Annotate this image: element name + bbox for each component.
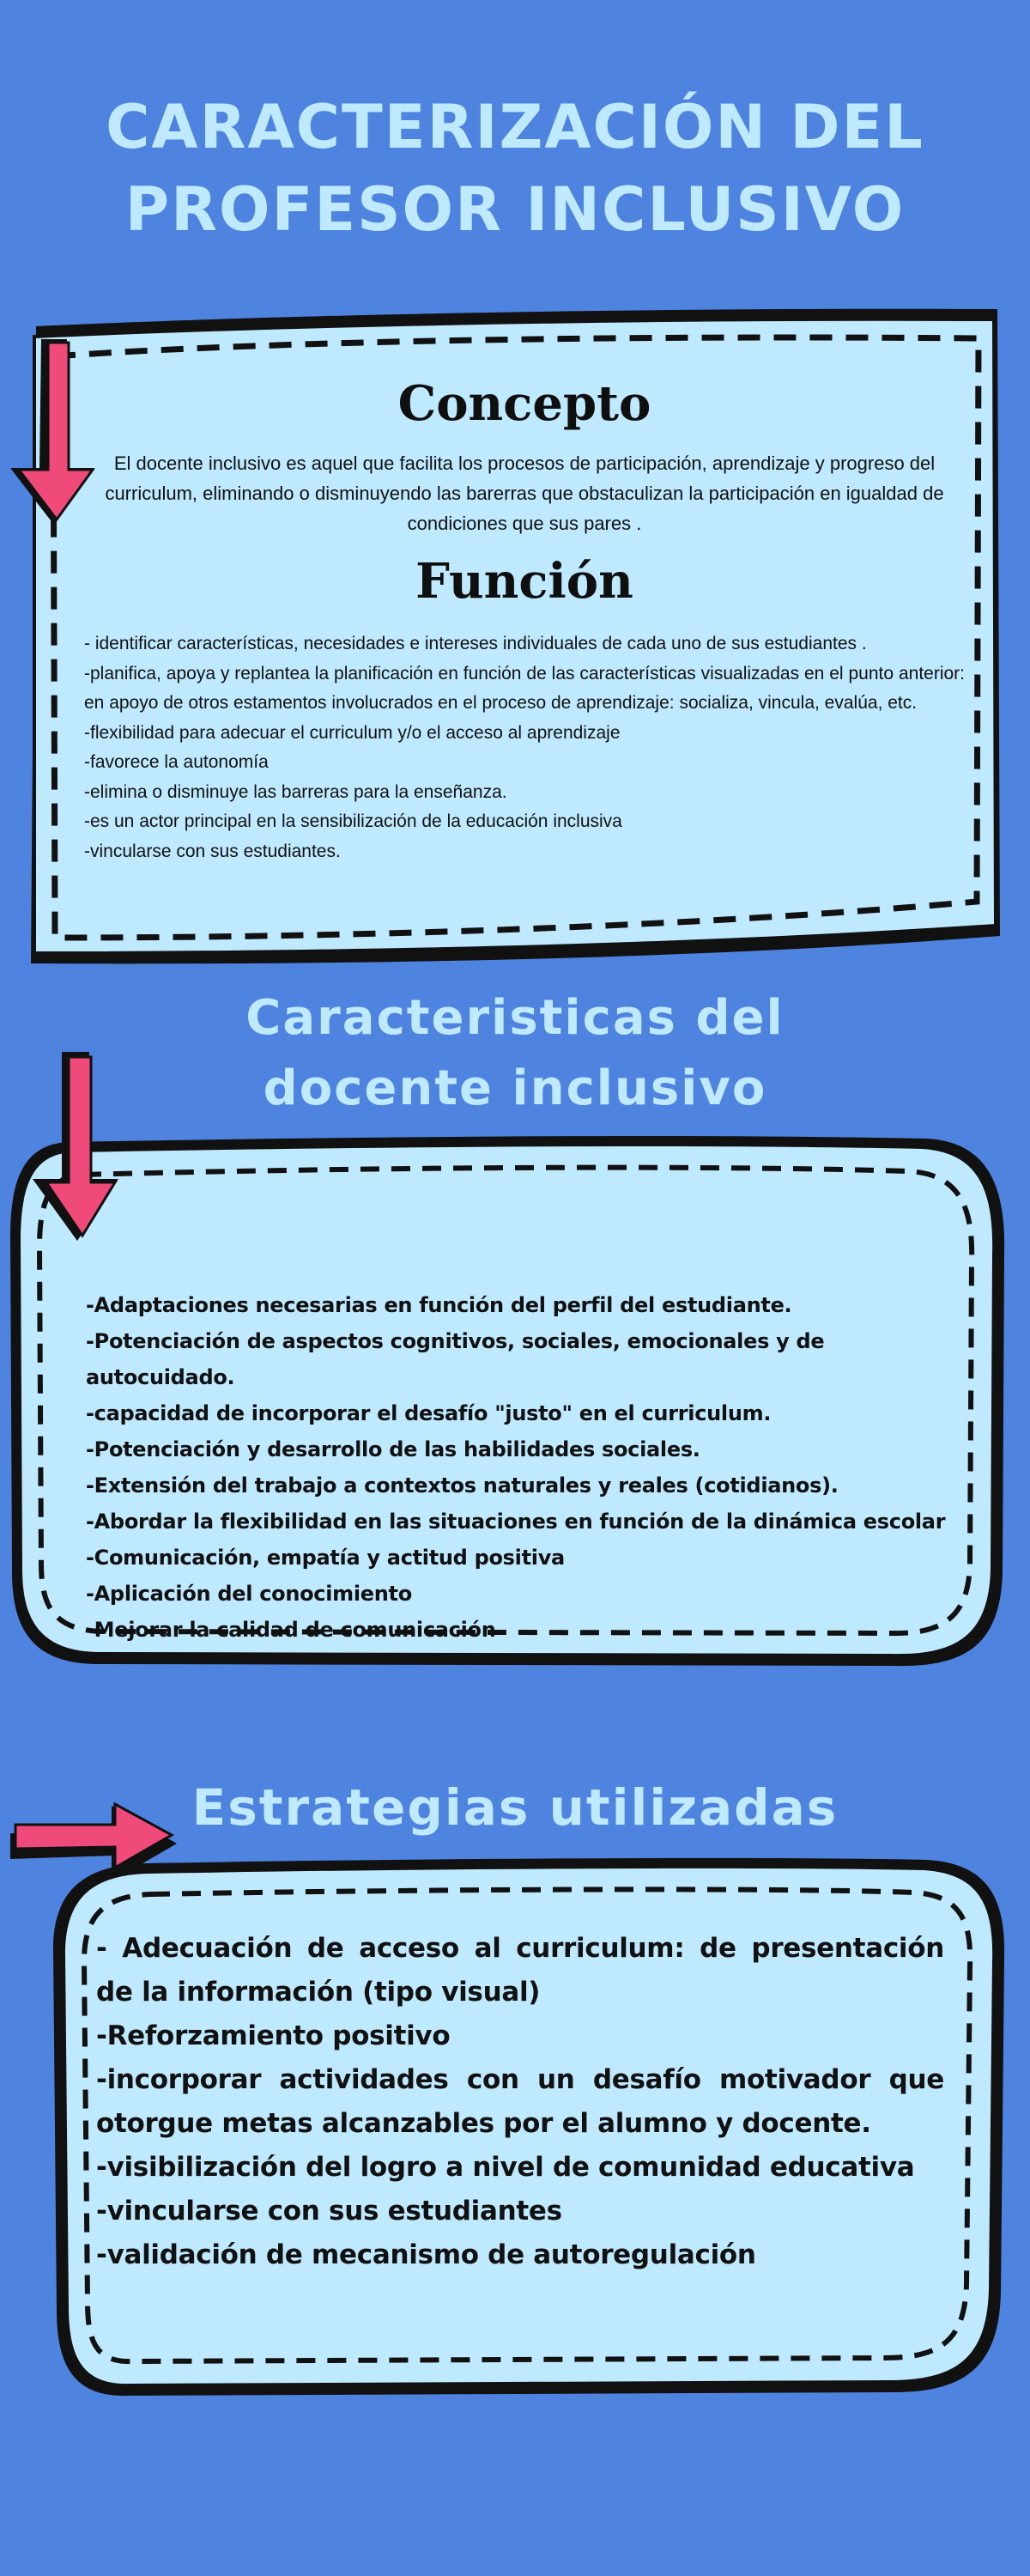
list-item: -elimina o disminuye las barreras para la enseñanza.: [84, 781, 507, 802]
list-item: -Potenciación y desarrollo de las habilidades sociales.: [86, 1437, 700, 1461]
caracteristicas-panel: [86, 1287, 978, 1648]
concepto-heading: Concepto: [397, 375, 651, 432]
caracteristicas-list: [86, 1287, 978, 1648]
list-item: -flexibilidad para adecuar el curriculum y/o el acceso al aprendizaje: [84, 722, 621, 743]
page-title-line-1: CARACTERIZACIÓN DEL: [106, 92, 924, 162]
funcion-heading: Función: [415, 553, 633, 610]
caracteristicas-title-line-1: Caracteristicas del: [245, 990, 785, 1046]
concepto-panel: [84, 369, 965, 866]
list-item: -Extensión del trabajo a contextos naturales y reales (cotidianos).: [86, 1473, 839, 1498]
caracteristicas-title-line-2: docente inclusivo: [263, 1060, 767, 1116]
list-item: - identificar características, necesidades e intereses individuales de cada uno de sus estudiantes .: [84, 634, 867, 653]
estrategias-title: Estrategias utilizadas: [191, 1778, 839, 1837]
list-item: -favorece la autonomía: [84, 752, 269, 772]
estrategias-panel: [96, 1927, 944, 2277]
list-item: -incorporar actividades con un desafío motivador que otorgue metas alcanzables por el alumno y docente.: [96, 2064, 944, 2139]
list-item: -Abordar la flexibilidad en las situaciones en función de la dinámica escolar: [86, 1510, 946, 1534]
list-item: -Mejorar la calidad de comunicación: [86, 1618, 496, 1642]
arrow-down-icon-2: [26, 1052, 129, 1249]
list-item: -vincularse con sus estudiantes: [96, 2196, 562, 2227]
list-item: -validación de mecanismo de autoregulación: [96, 2239, 756, 2270]
list-item: -Adaptaciones necesarias en función del perfil del estudiante.: [86, 1293, 792, 1317]
list-item: -vincularse con sus estudiantes.: [84, 841, 341, 861]
concepto-text: El docente inclusivo es aquel que facilita los procesos de participación, aprendizaje y progreso del curriculum, eliminando o disminuyendo las barerras que obstaculizan la participación en igualdad de condiciones que sus pares .: [105, 453, 944, 534]
page-title-line-2: PROFESOR INCLUSIVO: [124, 174, 906, 245]
list-item: -Comunicación, empatía y actitud positiva: [86, 1546, 565, 1570]
list-item: -es un actor principal en la sensibilización de la educación inclusiva: [84, 811, 622, 831]
list-item: -Potenciación de aspectos cognitivos, sociales, emocionales y de autocuidado.: [86, 1329, 825, 1389]
funcion-list: [84, 629, 965, 866]
list-item: -planifica, apoya y replantea la planificación en función de las características visualizadas en el punto anterior: en apoyo de otros estamentos involucrados en el proceso de aprendizaje: socializa, vincula, evalúa, etc.: [84, 663, 965, 713]
estrategias-list: [96, 1927, 944, 2277]
list-item: -visibilización del logro a nivel de comunidad educativa: [96, 2152, 915, 2183]
caracteristicas-title: [0, 983, 1030, 1124]
list-item: -capacidad de incorporar el desafío "justo" en el curriculum.: [86, 1401, 772, 1425]
page-title: [0, 86, 1030, 251]
list-item: - Adecuación de acceso al curriculum: de presentación de la información (tipo visual): [96, 1933, 944, 2008]
list-item: -Aplicación del conocimiento: [86, 1582, 412, 1606]
list-item: -Reforzamiento positivo: [96, 2020, 451, 2051]
